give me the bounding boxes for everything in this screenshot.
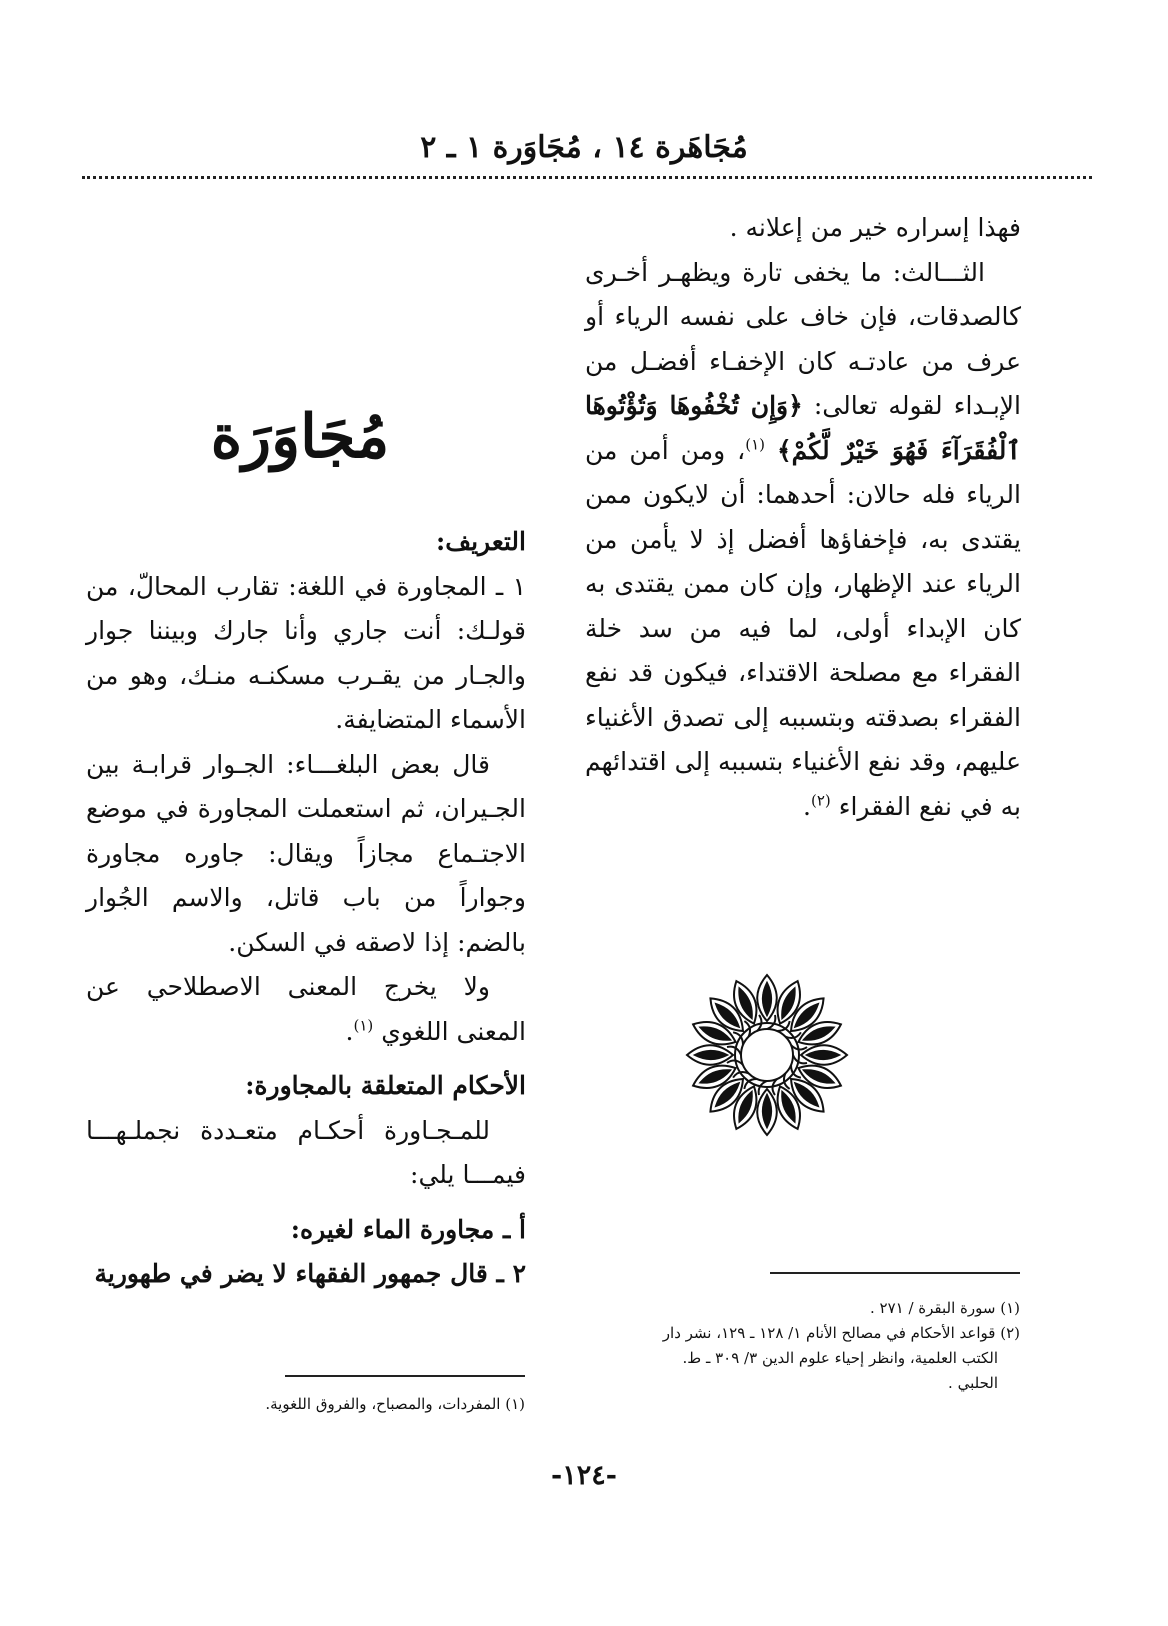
footnotes-right [570,1296,1020,1396]
ornament-ring [741,1029,793,1081]
rulings-heading: الأحكام المتعلقة بالمجاورة: [245,1071,526,1100]
footnote-continuation: الكتب العلمية، وانظر إحياء علوم الدين ٣/ ٣٠٩ ـ ط. [682,1349,998,1367]
paragraph [86,965,526,1054]
ornament-petal-core [713,1001,741,1029]
sub-heading: أ ـ مجاورة الماء لغيره: [290,1214,526,1244]
quran-verse: ﴿وَإِن تُخْفُوهَا وَتُؤْتُوهَا ٱلْفُقَرَآءَ فَهُوَ خَيْرٌ لَّكُمْ﴾ [585,391,1021,465]
footnote: (١) سورة البقرة / ٢٧١ . [869,1299,1020,1317]
page-header-title: مُجَاهَرة ١٤ ، مُجَاوَرة ١ ـ ٢ [420,130,748,165]
ornament-petal-core [807,1051,839,1059]
spacer [86,1054,526,1064]
paragraph: ٢ ـ قال جمهور الفقهاء لا يضر في طهورية [94,1259,526,1288]
paragraph: قال بعض البلغـــاء: الجـوار قرابـة بين الجـيران، ثم استعملت المجاورة في موضع الاجتـماع مجازاً ويقال: جاوره مجاورة وجواراً من باب قاتل، والاسم الجُوار بالضم: إذا لاصقه في السكن. [86,749,526,957]
header-dotted-rule [82,176,1092,179]
paragraph-end: . [803,791,811,821]
spacer [86,1198,526,1208]
chapter-title: مُجَاوَرَة [210,402,390,472]
ornament-petal-core [792,1080,820,1108]
ornament-petal-core [763,1095,771,1127]
paragraph-end: . [345,1016,354,1046]
ornament-petal-core [713,1080,741,1108]
footnote: (١) المفردات، والمصباح، والفروق اللغوية. [265,1395,525,1413]
footnotes-left [200,1392,525,1417]
ornament-ring [735,1023,799,1087]
footnote-rule-left [285,1375,525,1377]
ornament-petal-core [763,983,771,1015]
footnote-ref: (١) [745,435,765,454]
right-column [585,206,1021,829]
footnote-ref: (٢) [811,791,831,810]
footnote: (٢) قواعد الأحكام في مصالح الأنام ١/ ١٢٨ ـ ١٢٩، نشر دار [662,1324,1020,1342]
paragraph-text: الثـــالث: ما يخفى تارة ويظهـر أخـرى كالصدقات، فإن خاف على نفسه الرياء أو عرف من عادتـه كان الإخفـاء أفضـل من الإبـداء لقوله تعالى: [585,257,1022,420]
star-ornament-icon [682,970,852,1140]
left-column [86,520,526,1297]
footnote-ref: (١) [353,1016,374,1035]
footnote-continuation: الحلبي . [948,1374,998,1392]
paragraph-text: ، ومن أمن من الرياء فله حالان: أحدهما: أن لايكون ممن يقتدى به، فإخفاؤها أفضل إذ لا يأمن من الرياء عند الإظهار، وإن كان ممن يقتدى به كان الإبداء أولى، لما فيه من سد خلة الفقراء مع مصلحة الاقتداء، فيكون قد نفع الفقراء بصدقته وبتسببه إلى تصدق الأغنياء عليهم، وقد نفع الأغنياء بتسببه إلى اقتدائهم به في نفع الفقراء [585,435,1021,821]
paragraph: فهذا إسراره خير من إعلانه . [729,213,1021,242]
ornament-petal-core [695,1051,727,1059]
paragraph: ١ ـ المجاورة في اللغة: تقارب المحالّ، من قولـك: أنت جاري وأنا جارك وبيننا جوار والجـار من يقـرب مسكنـه منـك، وهو من الأسماء المتضايفة. [86,571,526,734]
page-number: -١٢٤- [551,1460,617,1491]
ornament-petal-core [792,1001,820,1029]
paragraph-with-quran [585,251,1021,830]
definition-heading: التعريف: [435,527,526,556]
paragraph: للمـجـاورة أحكـام متعـددة نجملـهـــا فيمـــا يلي: [86,1115,526,1189]
footnote-rule-right [770,1272,1020,1274]
paragraph-text: ولا يخرج المعنى الاصطلاحي عن المعنى اللغوي [86,972,526,1046]
